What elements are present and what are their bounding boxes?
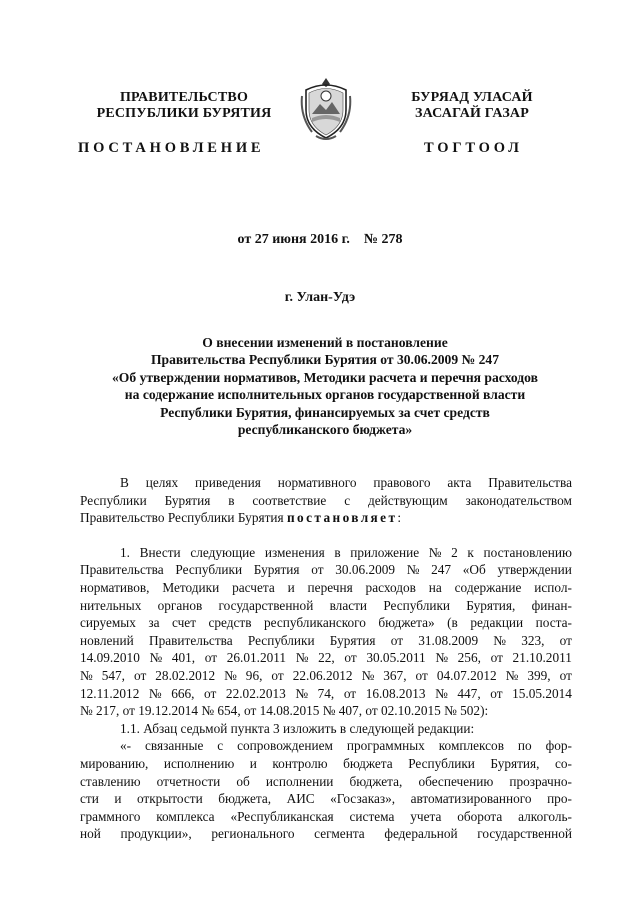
quote-line: [80, 790, 572, 808]
intro-line: [80, 474, 572, 492]
subparagraph-text: 1.1. Абзац седьмой пункта 3 изложить в следующей редакции:: [120, 720, 475, 736]
word: №: [295, 650, 309, 666]
decree-city: г. Улан-Удэ: [284, 290, 356, 305]
issuer-buryat-line-1: БУРЯАД УЛАСАЙ: [411, 90, 533, 105]
word: целях: [145, 475, 179, 490]
word: от: [390, 632, 404, 648]
quote-line: [80, 773, 572, 791]
word: средств: [208, 615, 252, 631]
quote-line: [80, 755, 572, 773]
word: 15.05.2014: [512, 685, 572, 701]
subparagraph-line: [80, 720, 572, 738]
word: власти: [329, 597, 368, 613]
word: редакции: [470, 615, 524, 631]
word: 401,: [171, 650, 196, 666]
title-line: О внесении изменений в постановление: [202, 335, 448, 350]
decree-label-buryat: ТОГТООЛ: [424, 140, 523, 156]
word: 31.08.2009: [418, 632, 479, 648]
word: и: [249, 755, 257, 771]
word: законодательством: [465, 492, 572, 508]
paragraph-1-line: [80, 667, 572, 685]
word: государственной: [218, 597, 314, 613]
word: 547,: [101, 667, 125, 683]
word: Бурятия: [253, 562, 300, 578]
word: №: [428, 544, 442, 560]
word: программных: [346, 738, 425, 754]
word: от: [271, 667, 284, 683]
word: новлений: [80, 632, 134, 648]
word: республиканского: [264, 615, 366, 631]
paragraph-1-line: [80, 649, 572, 667]
word: система: [349, 808, 395, 824]
paragraph-1-line: [80, 702, 572, 720]
word: от: [344, 650, 357, 666]
quote-line: [80, 825, 572, 843]
word: от: [415, 667, 428, 683]
word: и: [287, 579, 295, 595]
word: «Об: [462, 562, 486, 578]
issuer-buryat: [372, 90, 572, 122]
word: регионального: [211, 826, 295, 842]
word: 367,: [383, 667, 407, 683]
word: бюджета: [343, 755, 393, 771]
word: Бурятия: [329, 632, 376, 648]
word: приложение: [350, 544, 420, 560]
word: Правительства: [148, 632, 233, 648]
word: с: [344, 492, 351, 508]
word: от: [343, 685, 357, 701]
decree-date-number: от 27 июня 2016 г. № 278: [237, 232, 403, 247]
word: оборота: [457, 808, 503, 824]
word: федеральной: [384, 826, 458, 842]
paragraph-1-line: [80, 632, 572, 650]
quote-line: [80, 737, 572, 755]
word: нительных: [80, 597, 142, 613]
word: 666,: [171, 685, 195, 701]
word: от: [311, 562, 324, 578]
word: фор-: [545, 738, 572, 754]
word: к: [467, 544, 474, 560]
word: нормативного: [277, 475, 357, 490]
word: от: [490, 650, 503, 666]
word: постановлению: [483, 544, 572, 560]
word: исполнению: [163, 755, 235, 771]
word: 28.02.2012: [155, 667, 216, 683]
word: по: [517, 738, 532, 754]
word: Правительства: [80, 562, 164, 578]
word: В: [120, 475, 129, 490]
word: АИС: [286, 791, 315, 807]
word: акта: [447, 475, 472, 490]
paragraph-1-text: № 217, от 19.12.2014 № 654, от 14.08.2015 № 407, от 02.10.2015 № 502):: [80, 703, 489, 719]
issuer-russian: [84, 90, 284, 122]
word: с: [217, 738, 224, 754]
word: 2: [451, 544, 458, 560]
paragraph-1-line: [80, 544, 572, 562]
title-line: республиканского бюджета»: [237, 422, 413, 438]
word: 22.02.2013: [225, 685, 286, 701]
word: №: [406, 562, 420, 578]
word: «-: [120, 738, 132, 754]
word: 30.05.2011: [366, 650, 426, 666]
word: от: [490, 685, 503, 701]
title-line: Республики Бурятия, финансируемых за счет средств: [160, 404, 490, 420]
word: государственной: [477, 826, 572, 842]
intro-colon: :: [397, 510, 402, 526]
word: исполнении: [265, 773, 334, 789]
word: «Госзаказ»,: [330, 791, 396, 807]
word: Республики: [80, 492, 147, 508]
word: Бурятия,: [466, 597, 516, 613]
word: №: [493, 632, 506, 648]
word: приведения: [195, 475, 261, 490]
intro-line: [80, 509, 572, 527]
word: ставлению: [80, 773, 141, 789]
word: №: [435, 650, 448, 666]
word: связанные: [145, 738, 204, 754]
word: 04.07.2012: [436, 667, 497, 683]
word: №: [361, 667, 375, 683]
word: бюджета,: [218, 791, 272, 807]
word: Республики: [408, 755, 475, 771]
word: счет: [171, 615, 197, 631]
word: автоматизированного: [410, 791, 532, 807]
word: бюджета,: [349, 773, 403, 789]
word: №: [149, 650, 163, 666]
word: сопровождением: [237, 738, 333, 754]
word: №: [505, 667, 519, 683]
word: от: [559, 667, 572, 683]
intro-line: [80, 492, 572, 510]
word: (в: [447, 615, 458, 631]
word: «Республиканская: [230, 808, 334, 824]
word: испол-: [534, 579, 572, 595]
word: от: [133, 667, 147, 683]
word: №: [435, 685, 448, 701]
word: со-: [555, 755, 572, 771]
quote-line: [80, 808, 572, 826]
word: открытости: [136, 791, 203, 807]
word: отчетности: [156, 773, 221, 789]
word: 30.06.2009: [335, 562, 396, 578]
word: содержание: [454, 579, 522, 595]
word: Бурятия: [164, 492, 211, 508]
word: утверждении: [497, 562, 572, 578]
word: бюджета»: [378, 615, 435, 631]
word: финан-: [531, 597, 572, 613]
word: 96,: [245, 667, 263, 683]
word: 21.10.2011: [512, 650, 572, 666]
issuer-russian-line-2: РЕСПУБЛИКИ БУРЯТИЯ: [96, 106, 272, 121]
word: комплекса: [156, 808, 215, 824]
word: 14.09.2010: [80, 650, 140, 666]
word: нормативов,: [80, 579, 150, 595]
word: сегмента: [314, 826, 365, 842]
word: комплексов: [438, 738, 504, 754]
paragraph-1-line: [80, 685, 572, 703]
word: от: [204, 685, 217, 701]
paragraph-1-line: [80, 561, 572, 579]
decree-body: [80, 474, 572, 843]
word: учета: [410, 808, 442, 824]
word: следующие: [190, 544, 256, 560]
word: 399,: [527, 667, 551, 683]
word: 323,: [521, 632, 545, 648]
paragraph-1-line: [80, 579, 572, 597]
word: об: [236, 773, 250, 789]
word: 22,: [318, 650, 335, 666]
word: от: [204, 650, 218, 666]
word: №: [80, 667, 93, 683]
word: сти: [80, 791, 99, 807]
word: правового: [373, 475, 431, 490]
word: 447,: [457, 685, 481, 701]
title-line: Правительства Республики Бурятия от 30.06.2009 № 247: [150, 352, 499, 368]
word: перечня: [307, 579, 353, 595]
word: 26.01.2011: [226, 650, 287, 666]
word: на: [428, 579, 442, 595]
word: Методики: [162, 579, 220, 595]
word: Республики: [247, 632, 315, 648]
word: 12.11.2012: [80, 685, 140, 701]
word: Правительства: [488, 475, 572, 490]
decree-label-russian: ПОСТАНОВЛЕНИЕ: [78, 140, 265, 156]
word: контролю: [272, 755, 328, 771]
word: Внести: [139, 544, 181, 560]
resolves-word: постановляет: [286, 510, 398, 526]
word: поста-: [535, 615, 572, 631]
word: изменения: [264, 544, 325, 560]
word: алкоголь-: [518, 808, 572, 824]
word: №: [224, 667, 237, 683]
title-line: «Об утверждении нормативов, Методики расчета и перечня расходов: [112, 369, 538, 385]
word: расчета: [232, 579, 275, 595]
word: Республики: [383, 597, 451, 613]
word: Республики: [175, 562, 243, 578]
word: 247: [431, 562, 452, 578]
word: 1.: [120, 544, 130, 560]
word: продукции»,: [120, 826, 192, 842]
word: обеспечению: [418, 773, 494, 789]
word: ной: [80, 826, 101, 842]
word: и: [114, 791, 122, 807]
word: в: [228, 492, 235, 508]
title-line: на содержание исполнительных органов государственной власти: [124, 387, 526, 403]
word: сируемых: [80, 615, 136, 631]
word: прозрачно-: [509, 773, 572, 789]
word: граммного: [80, 808, 141, 824]
word: органов: [157, 597, 203, 613]
word: в: [334, 544, 341, 560]
word: 74,: [317, 685, 335, 701]
word: №: [295, 685, 309, 701]
word: расходов: [365, 579, 416, 595]
coat-of-arms-icon: [298, 76, 354, 142]
word: действующим: [367, 492, 448, 508]
decree-title: [60, 334, 590, 438]
word: про-: [547, 791, 572, 807]
word: Бурятия,: [490, 755, 540, 771]
intro-text: Правительство Республики Бурятия: [80, 510, 287, 526]
issuer-buryat-line-2: ЗАСАГАЙ ГАЗАР: [414, 106, 529, 121]
paragraph-1-line: [80, 614, 572, 632]
word: №: [148, 685, 162, 701]
word: мированию,: [80, 755, 149, 771]
paragraph-1-line: [80, 597, 572, 615]
word: за: [148, 615, 160, 631]
word: 256,: [457, 650, 481, 666]
word: от: [559, 632, 572, 648]
issuer-russian-line-1: ПРАВИТЕЛЬСТВО: [119, 90, 249, 105]
word: 22.06.2012: [292, 667, 353, 683]
word: 16.08.2013: [365, 685, 426, 701]
word: соответствие: [252, 492, 327, 508]
